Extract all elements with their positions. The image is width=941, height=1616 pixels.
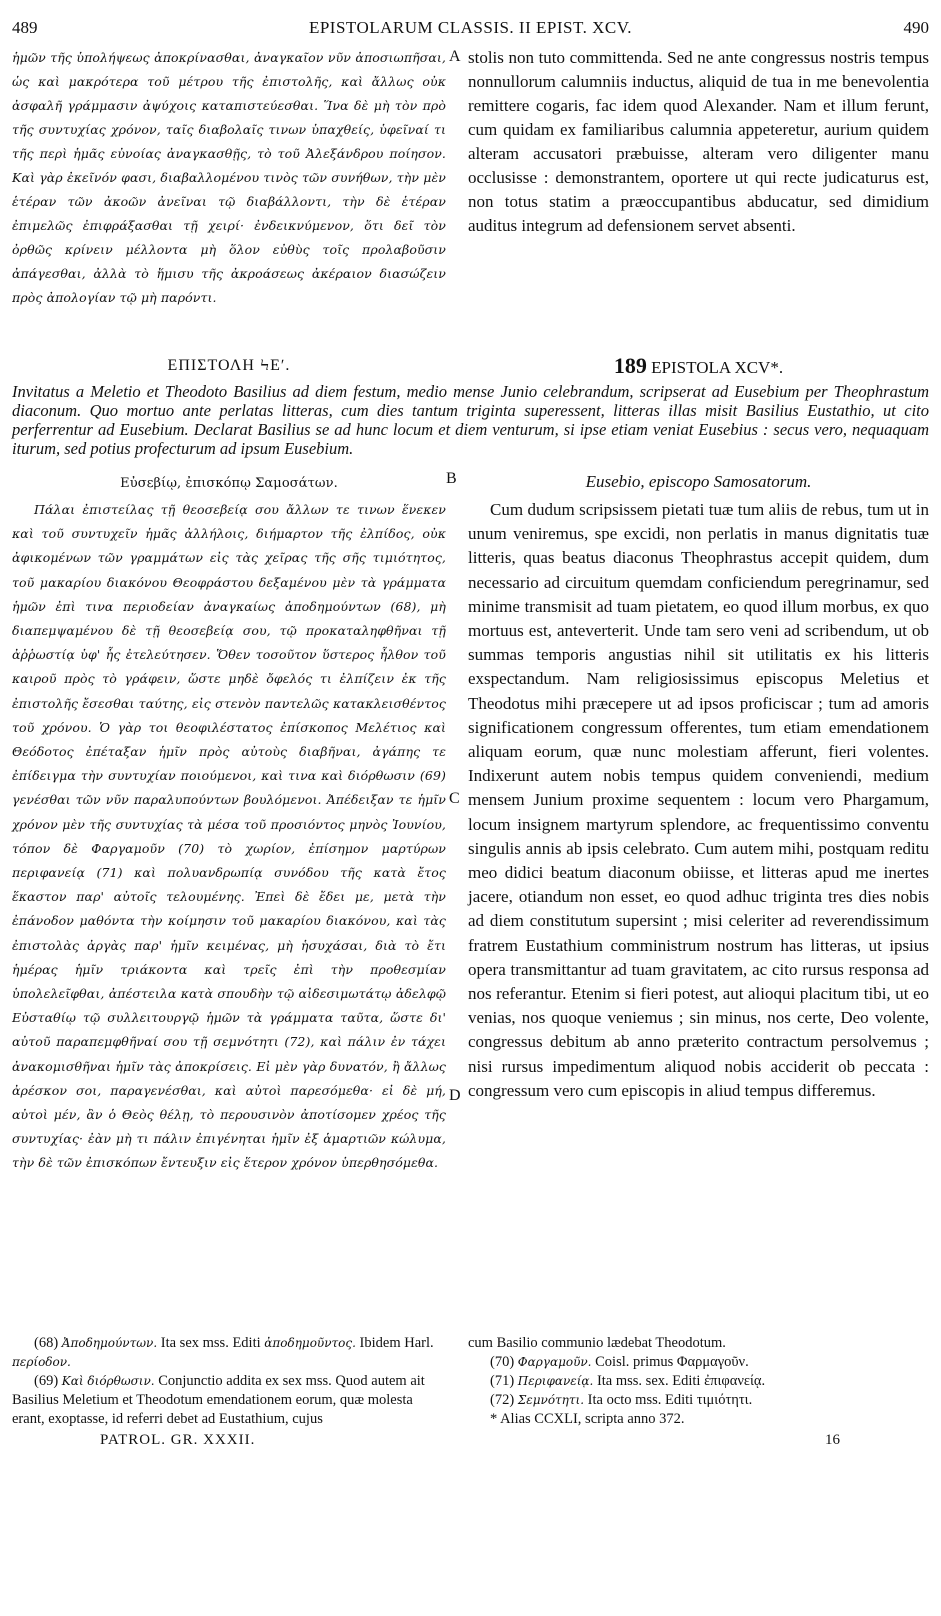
footer-signature: PATROL. GR. XXXII.	[100, 1432, 256, 1448]
footnote-greek: Καὶ διόρθωσιν.	[61, 1374, 155, 1388]
page-number-left: 489	[12, 18, 38, 37]
top-greek-column	[12, 46, 446, 310]
footnote-71	[468, 1372, 929, 1391]
footnote-greek: Ἀποδημούντων.	[61, 1336, 158, 1350]
footnote-text: Ita octo mss. Editi τιμιότητι.	[584, 1392, 753, 1408]
margin-letter-a: A	[449, 48, 461, 65]
footnote-alias	[468, 1410, 929, 1429]
footnote-text: cum Basilio communio lædebat Theodotum.	[468, 1335, 726, 1351]
latin-letter-heading	[468, 353, 929, 379]
letter-number: 189	[613, 353, 647, 378]
footer-number: 16	[825, 1432, 840, 1448]
footnote-69	[12, 1372, 446, 1429]
running-title: EPISTOLARUM CLASSIS. II EPIST. XCV.	[308, 18, 633, 37]
footnote-number: (70)	[490, 1354, 515, 1370]
footnote-text: Conjunctio addita ex sex mss. Quod autem ait Basilius Meletium et Theodotum emendationem eorum, quæ molesta erant, exoptasse, id referri debet ad Eustathium, cujus	[12, 1373, 425, 1427]
body-greek-column	[12, 498, 446, 1176]
footnote-text: Ibidem Harl.	[355, 1335, 434, 1351]
page-number-right: 490	[903, 18, 929, 37]
footnote-continuation	[468, 1334, 929, 1353]
footnote-greek: περίοδον.	[12, 1355, 71, 1369]
footnotes-right	[468, 1334, 929, 1429]
footnote-greek: Φαργαμοῦν.	[517, 1355, 592, 1369]
margin-letter-b: B	[446, 470, 457, 487]
top-latin-column	[468, 46, 929, 238]
footnote-text: Ita sex mss. Editi	[157, 1335, 265, 1351]
body-greek-text: Πάλαι ἐπιστείλας τῇ θεοσεβείᾳ σου ἄλλων τε τινων ἕνεκεν καὶ τοῦ συντυχεῖν ἡμᾶς ἀλλήλοις, διήμαρτον τῆς ἐλπίδος, οὐκ ἀφικομένων τῶν γραμμάτων εἰς τὰς χεῖρας τῆς σῆς τιμιότητος, τοῦ μακαρίου διακόνου Θεοφράστου δεξαμένου μὲν τὰ γράμματα ἡμῶν ἐπὶ τινα περιοδείαν ἀναγκαίως ἀποδημούντων (68), μὴ διαπεμψαμένου δὲ τῇ θεοσεβείᾳ σου, τῷ προκαταληφθῆναι τῇ ἀῤῥωστίᾳ ὑφ' ἧς ἐτελεύτησεν. Ὅθεν τοσοῦτον ὕστερος ἦλθον τοῦ καιροῦ πρὸς τὸ γράφειν, ὥστε μηδὲ ὄφελός τι ἐλπίζειν ἐκ τῆς ἐπιστολῆς ἔσεσθαι ταύτης, εἰς στενὸν παντελῶς κατακλεισθέντος τοῦ χρόνου. Ὁ γὰρ τοι θεοφιλέστατος ἐπίσκοπος Μελέτιος καὶ Θεόδοτος ἐπέταξαν ἡμῖν πρὸς αὐτοὺς διαβῆναι, ἀγάπης τε ἐπίδειγμα τὴν συντυχίαν ποιούμενοι, καὶ τινα καὶ διόρθωσιν (69) γενέσθαι τῶν νῦν παραλυπούντων βουλόμενοι. Ἀπέδειξαν τε ἡμῖν χρόνον μὲν τῆς συντυχίας τὰ μέσα τοῦ προσιόντος μηνὸς Ἰουνίου, τόπον δὲ Φαργαμοῦν (70) τὸ χωρίον, ἐπίσημον μαρτύρων περιφανείᾳ (71) καὶ πολυανδρωπίᾳ συνόδου τῆς κατὰ ἔτος ἕκαστον παρ' αὐτοῖς τελουμένης. Ἐπεὶ δὲ ἔδει με, μετὰ τὴν ἐπάνοδον μαθόντα τὴν κοίμησιν τοῦ μακαρίου διακόνου, καὶ τὰς ἐπιστολὰς ἀργὰς παρ' ἡμῖν κειμένας, μὴ ἡσυχάσαι, διὰ τὸ ἔτι ἡμέρας ἡμῖν τριάκοντα καὶ τρεῖς ἐπὶ τὴν προθεσμίαν ὑπολελεῖφθαι, ἀπέστειλα κατὰ σπουδὴν τῷ αἰδεσιμωτάτῳ ἀδελφῷ Εὐσταθίῳ τῷ συλλειτουργῷ ἡμῶν τὰ γράμματα ταῦτα, ὥστε δι' αὐτοῦ παραπεμφθῆναί σου τῇ σεμνότητι (72), καὶ πάλιν ἐν τάχει ἀνακομισθῆναι ἡμῖν τὰς ἀποκρίσεις. Εἰ μὲν γὰρ δυνατόν, ἢ ἄλλως ἀρέσκον σοι, παραγενέσθαι, καὶ αὐτοὶ παρεσόμεθα· εἰ δὲ μή, αὐτοὶ μέν, ἂν ὁ Θεὸς θέλῃ, τὸ περουσινὸν ἀποτίσομεν χρέος τῆς συντυχίας· ἐὰν μὴ τι πάλιν ἐπιγένηται ἡμῖν ἐξ ἁμαρτιῶν κώλυμα, τὴν δὲ τῶν ἐπισκόπων ἔντευξιν εἰς ἕτερον χρόνον ὑπερθησόμεθα.	[12, 502, 446, 1171]
footnotes-left	[12, 1334, 446, 1429]
footnote-greek: Σεμνότητι.	[517, 1393, 585, 1407]
margin-letter-d: D	[449, 1087, 461, 1104]
footnote-greek: Περιφανείᾳ.	[517, 1374, 594, 1388]
footnote-number: *	[490, 1411, 498, 1427]
footnote-number: (72)	[490, 1392, 515, 1408]
footnote-number: (68)	[34, 1335, 59, 1351]
latin-heading-text: EPISTOLA XCV*.	[651, 358, 784, 377]
top-latin-text: stolis non tuto committenda. Sed ne ante congressus nostris tempus nonnullorum calumniis inductus, aliquid de tua in me benevolentia remittere cogaris, fac idem quod Alexander. Nam et illum ferunt, cum quidam ex familiaribus calumnia appeteretur, aurium quidem alteram accusatori præbuisse, alteram vero diligenter manu occlusisse : demonstrantem, oportere ut qui recte judicaturus est, non totus statim a præoccupantibus abducatur, sed dimidium auditus integrum ad defensionem servet absenti.	[468, 48, 929, 235]
footnote-text: Coisl. primus Φαρμαγοῦν.	[591, 1354, 749, 1370]
footnote-greek: ἀποδημοῦντος.	[264, 1336, 356, 1350]
latin-address: Eusebio, episcopo Samosatorum.	[585, 472, 812, 491]
body-latin-column	[468, 498, 929, 1103]
greek-letter-heading: ΕΠΙΣΤΟΛΗ ϞΕʹ.	[167, 357, 291, 374]
footnote-68	[12, 1334, 446, 1372]
footnote-72	[468, 1391, 929, 1410]
footnote-text: Ita mss. sex. Editi ἐπιφανείᾳ.	[593, 1373, 766, 1389]
footnote-number: (69)	[34, 1373, 59, 1389]
footnote-70	[468, 1353, 929, 1372]
letter-summary: Invitatus a Meletio et Theodoto Basilius ad diem festum, medio mense Junio celebrandum, scripserat ad Eusebium per Theophrastum diaconum. Quo mortuo ante perlatas litteras, cum dies tantum triginta superessent, litteras illas misit Basilius Eustathio, ut cito perferrentur ad Eusebium. Declarat Basilius se ad hunc locum et diem venturum, si ipse etiam veniat Eusebius : secus vero, nequaquam iturum, sed potius profecturum ad ipsum Eusebium.	[12, 382, 929, 458]
body-latin-text: Cum dudum scripsissem pietati tuæ tum aliis de rebus, tum ut in unum veniremus, spe excidi, non perlatis in manus dignitatis tuæ litteris, quas beatus diaconus Theophrastus accepit quidem, dum necessario ad circuitum quemdam conficiendum peregrinamur, sed minime transmisit ad tuam pietatem, eo quod illum morbus, ex quo mortuus est, anteverterit. Unde tam sero veni ad scribendum, ut ob summas temporis angustias nihil sit utilitatis ex his litteris exspectandum. Nam religiosissimus episcopus Meletius et Theodotus mihi præcepere ut ad ipsos proficiscar ; tum ad amoris significationem congressum offerentes, tum etiam emendationem aliquam eorum, quæ nunc molestiam afferunt, fieri volentes. Indixerunt autem nobis tempus quidem conveniendi, medium mensem Junium proxime sequentem : locum vero Phargamum, locum insignem martyrum splendore, ac frequentissimo conventu singulis annis ab ipsis celebrato. Cum autem mihi, postquam reditu meo didici beatum diaconum obiisse, et litteras apud me inertes jacere, otiandum non esset, eo quod adhuc triginta tres dies nobis ad diem constitutum supersint ; misi celeriter ad reverendissimum fratrem Eustathium comministrum nostrum has litteras, ut ipsius opera transmittantur ad tuam gravitatem, ac cito rursus responsa ad nos referantur. Etenim si fieri potest, aut alioqui placitum tibi, ut eo venias, nos quoque veniemus ; sin minus, nos certe, Deo volente, congressus debitum ab anno præterito contractum persolvemus ; nisi rursus impedimentum aliquod nobis acciderit ob peccata : congressum vero cum episcopis in aliud tempus differemus.	[468, 500, 929, 1100]
footnote-text: Alias CCXLI, scripta anno 372.	[497, 1411, 685, 1427]
greek-address: Εὐσεβίῳ, ἐπισκόπῳ Σαμοσάτων.	[120, 476, 338, 491]
margin-letter-c: C	[449, 790, 460, 807]
top-greek-text: ἡμῶν τῆς ὑπολήψεως ἀποκρίνασθαι, ἀναγκαῖον νῦν ἀποσιωπῆσαι, ὡς καὶ μακρότερα τοῦ μέτρου τῆς ἐπιστολῆς, καὶ ἄλλως οὐκ ἀσφαλῆ γράμμασιν ἀψύχοις καταπιστεύεσθαι. Ἵνα δὲ μὴ τὸν πρὸ τῆς συντυχίας χρόνον, ταῖς διαβολαῖς τινων ὑπαχθείς, ὑφεῖναί τι τῆς περὶ ἡμᾶς εὐνοίας ἀναγκασθῇς, τὸ τοῦ Ἀλεξάνδρου ποίησον. Καὶ γὰρ ἐκεῖνόν φασι, διαβαλλομένου τινὸς τῶν συνήθων, τὴν μὲν ἑτέραν τῶν ἀκοῶν ἀνεῖναι τῷ διαβάλλοντι, τὴν δὲ ἑτέραν ἐπιμελῶς ἐπιφράξασθαι τῇ χειρί· ἐνδεικνύμενον, ὅτι δεῖ τὸν ὀρθῶς κρίνειν μέλλοντα μὴ ὅλον εὐθὺς τοῖς προλαβοῦσιν ἀπάγεσθαι, ἀλλὰ τὸ ἥμισυ τῆς ἀκροάσεως ἀκέραιον διασώζειν πρὸς ἀπολογίαν τῷ μὴ παρόντι.	[12, 50, 446, 305]
footnote-number: (71)	[490, 1373, 515, 1389]
